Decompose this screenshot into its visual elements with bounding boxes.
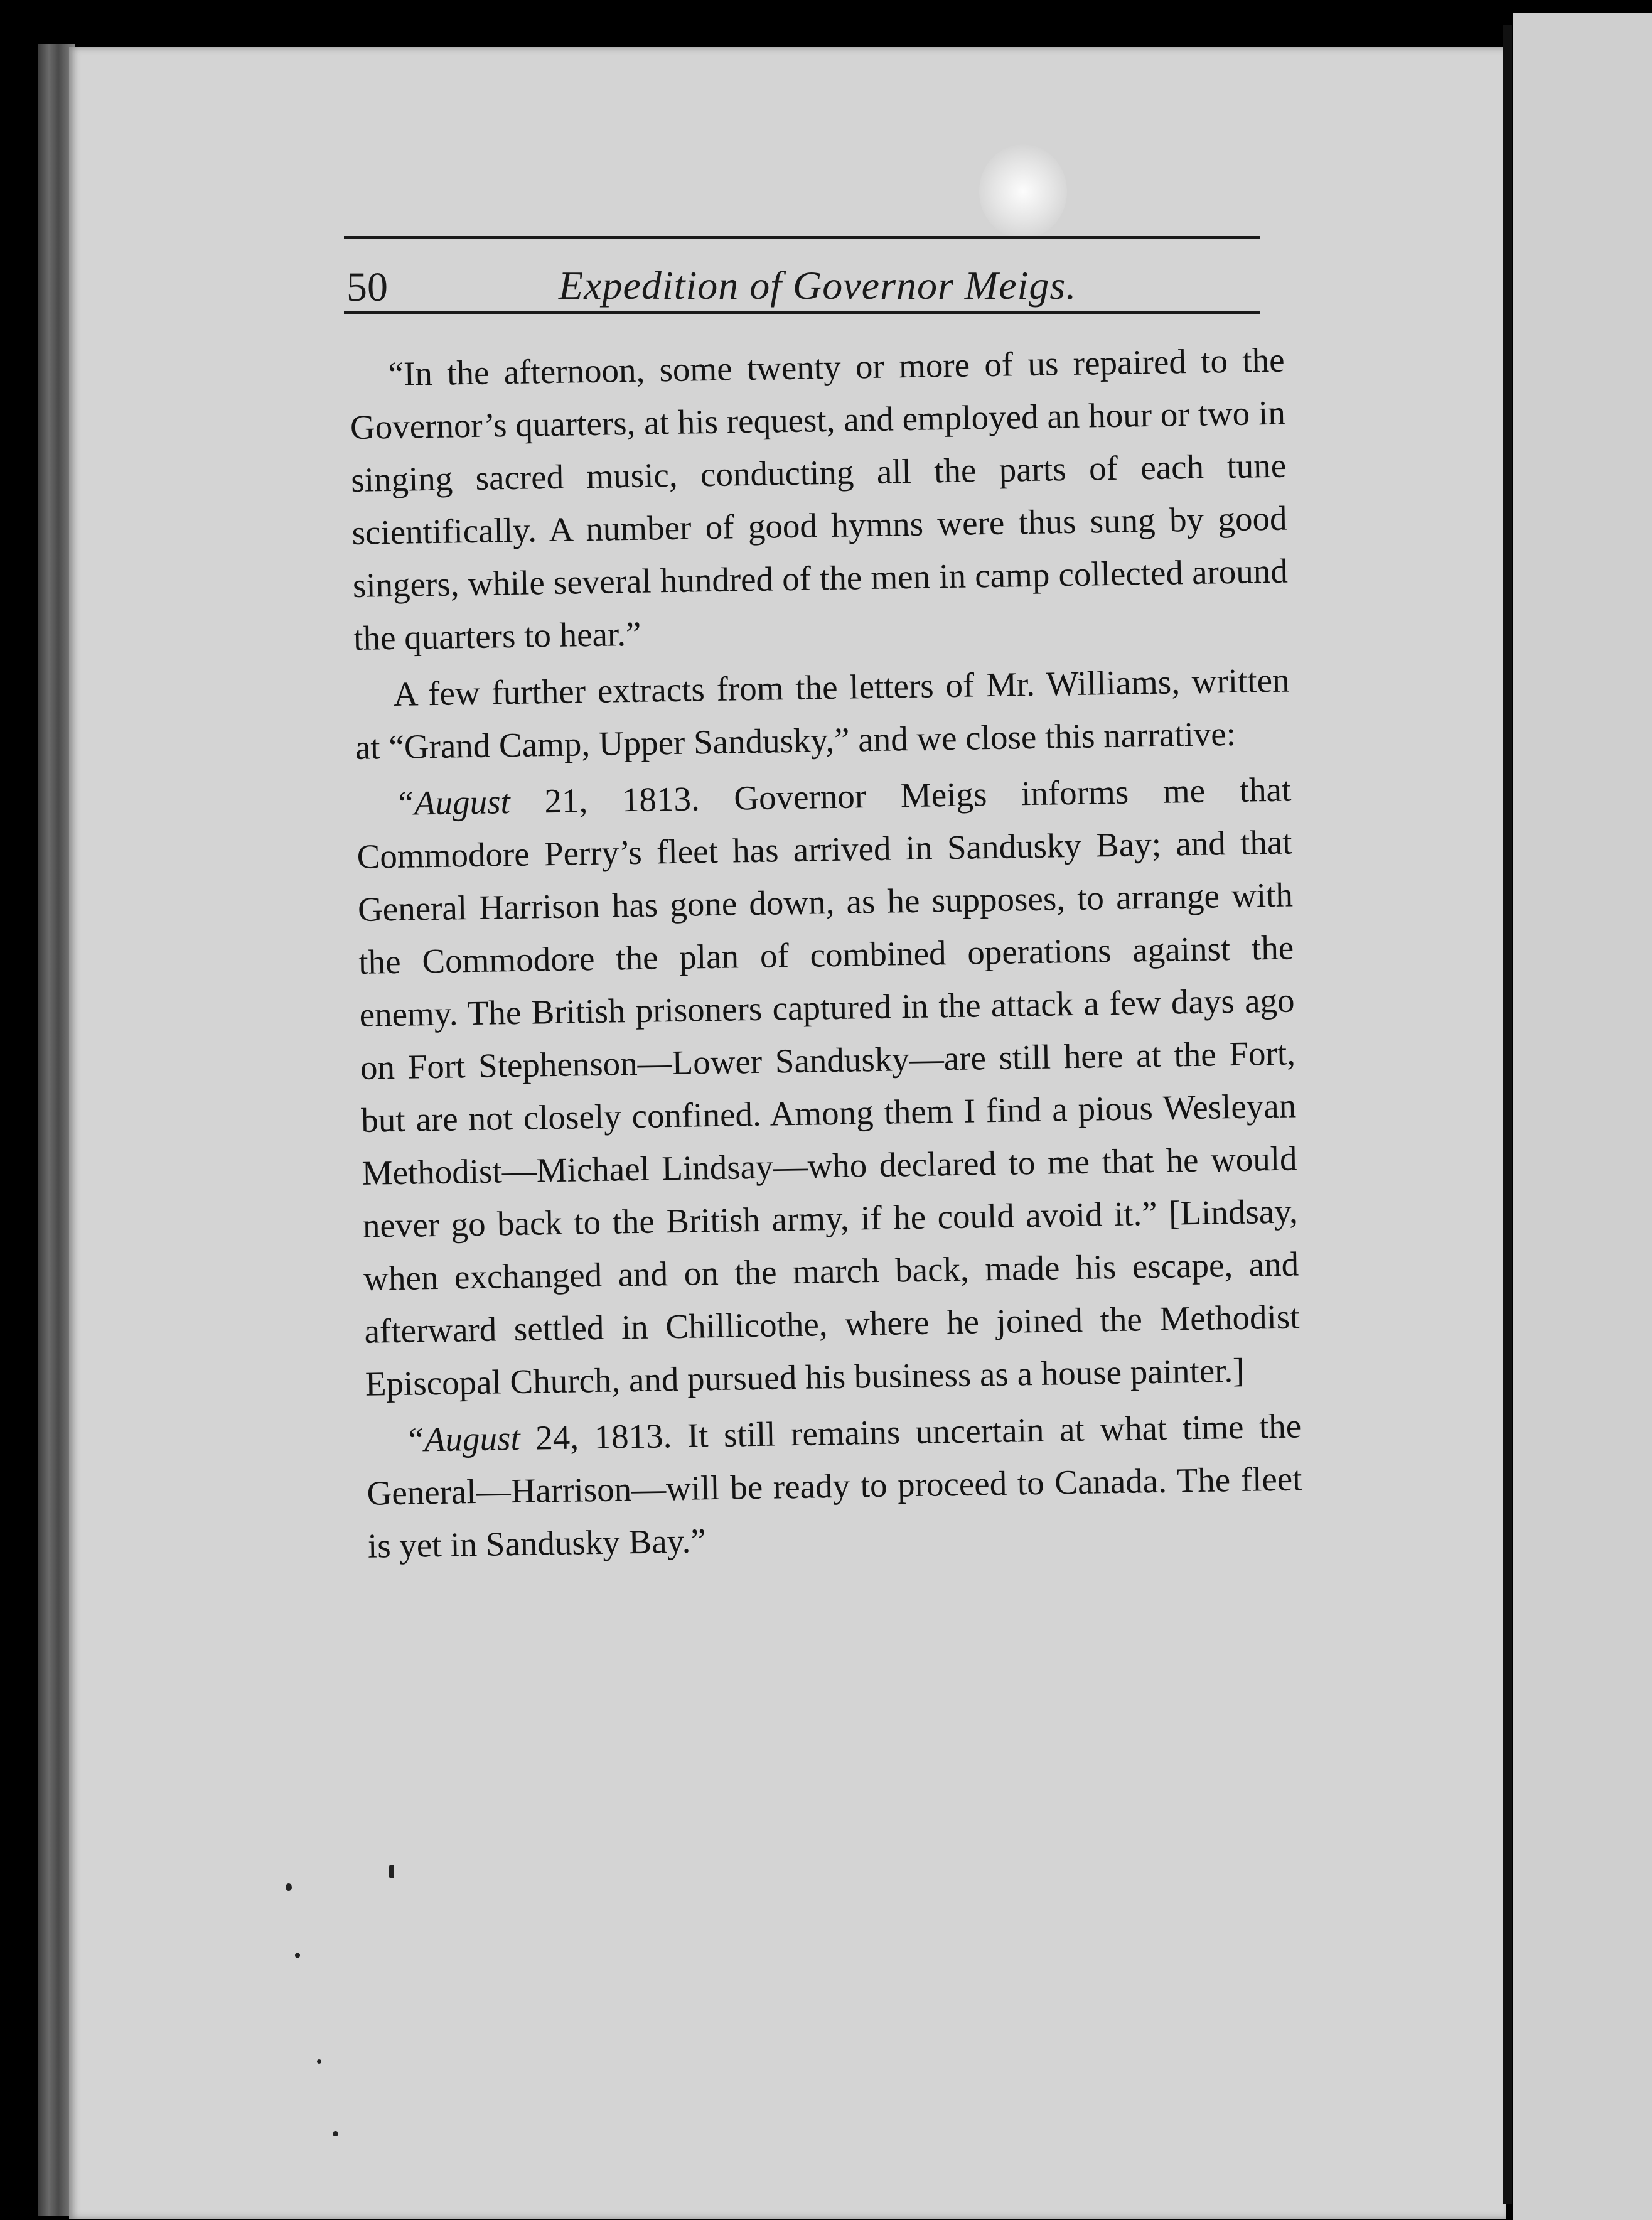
date-label: “August	[404, 1418, 521, 1459]
entry-text: It still remains uncertain at what time the General—Harrison—will be ready to proceed to Canada. The fleet is yet in Sandusky Bay.”	[367, 1406, 1302, 1565]
paragraph-singing: “In the afternoon, some twenty or more of us repaired to the Governor’s quarters, at his request, and employed an hour or two in singing sacred music, conducting all the parts of each tune scientifically. A number of good hymns were thus sung by good singers, while several hundred of the men in camp collected around the quarters to hear.”	[350, 340, 1289, 657]
ink-speck	[389, 1865, 394, 1878]
ink-speck	[333, 2131, 338, 2136]
facing-page-sliver	[1513, 13, 1652, 2220]
paragraph-extracts-intro: A few further extracts from the letters of Mr. Williams, written at “Grand Camp, Upper Sandusky,” and we close this narrative:	[355, 660, 1290, 767]
header-rule-top	[344, 236, 1260, 239]
entry-text: Governor Meigs informs me that Commodore Perry’s fleet has arrived in Sandusky Bay; and that General Harrison has gone down, as he supposes, to arrange with the Commodore the plan of combined operations against the enemy. The British prisoners captured in the attack a few days ago on Fort Stephenson—Lower Sandusky—are still here at the Fort, but are not closely confined. Among them I find a pious Wesleyan Methodist—Michael Lindsay—who declared to me that he would never go back to the British army, if he could avoid it.” [Lindsay, when exchanged and on the march back, made his escape, and afterward settled in Chillicothe, where he joined the Methodist Episcopal Church, and pursued his business as a house painter.]	[357, 770, 1300, 1403]
paragraph-august-21	[356, 763, 1301, 1411]
page-number: 50	[346, 264, 388, 310]
paragraph-august-24	[366, 1399, 1304, 1572]
ink-speck	[317, 2059, 321, 2064]
body-text	[349, 334, 1303, 1573]
running-title: Expedition of Governor Meigs.	[559, 263, 1077, 308]
header-rule-bottom	[344, 311, 1260, 314]
date-rest: 21, 1813.	[510, 779, 734, 821]
ink-speck	[295, 1953, 300, 1958]
scan-glare	[979, 144, 1067, 239]
date-label: “August	[394, 782, 511, 822]
gutter-shadow	[1503, 25, 1512, 2204]
ink-speck	[286, 1883, 292, 1891]
date-rest: 24, 1813.	[520, 1416, 688, 1457]
